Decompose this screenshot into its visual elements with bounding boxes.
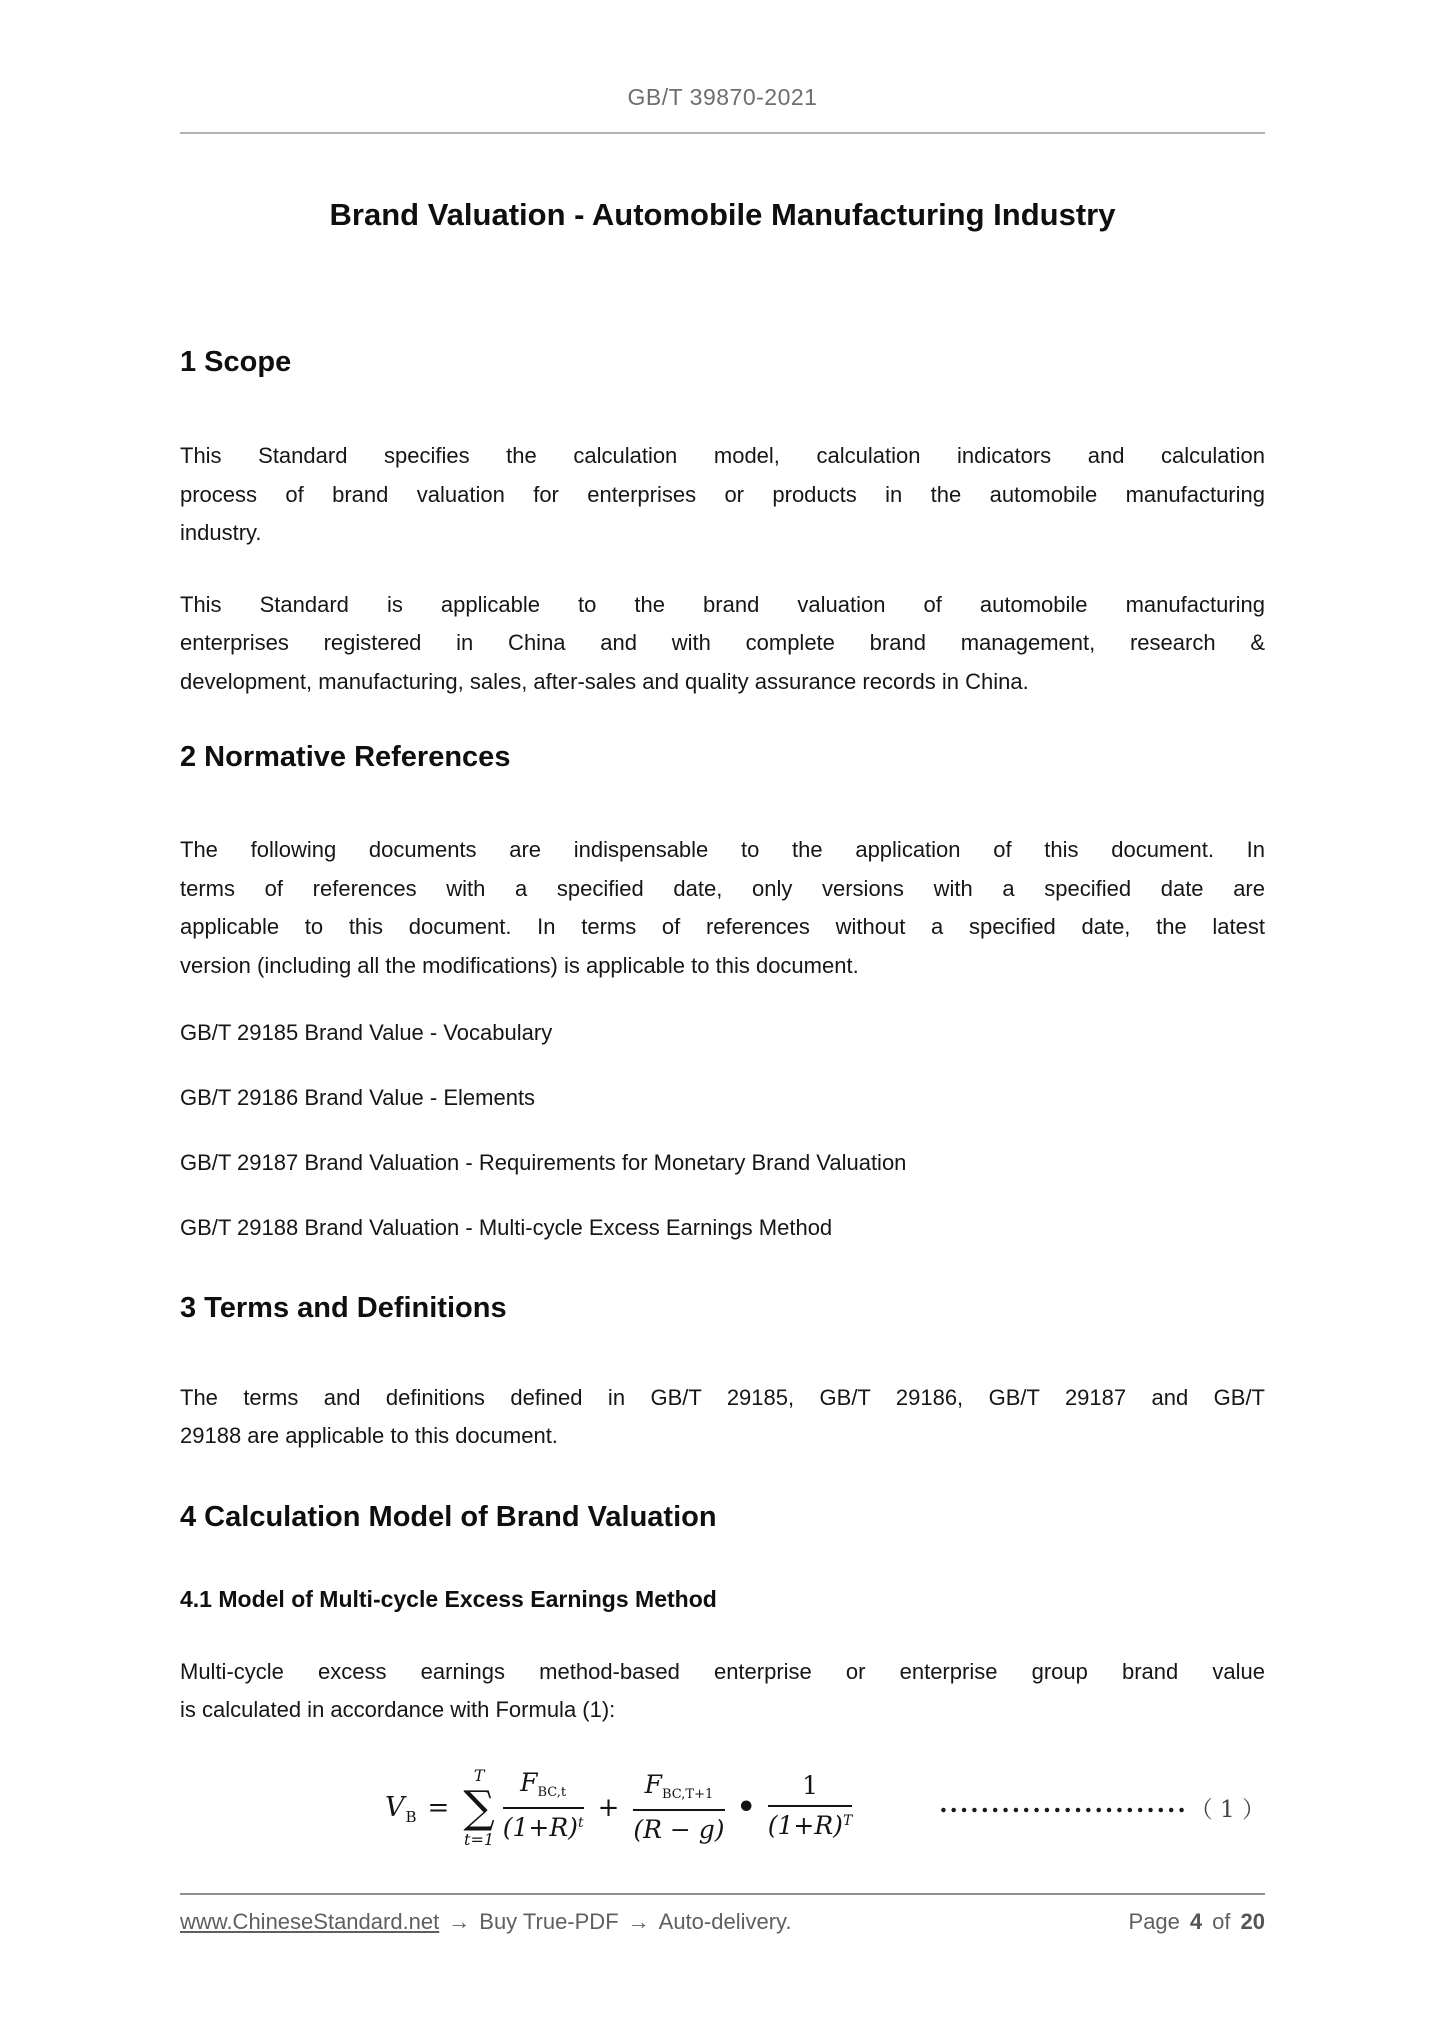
normative-intro-paragraph bbox=[180, 831, 1265, 985]
fraction-2-numerator bbox=[633, 1768, 724, 1811]
arrow-icon: → bbox=[627, 1909, 650, 1934]
text-line: This Standard specifies the calculation model, calculation indicators and calculation bbox=[180, 443, 1265, 468]
document-title: Brand Valuation - Automobile Manufacturing Industry bbox=[329, 197, 1116, 232]
fraction-3 bbox=[768, 1769, 853, 1847]
variable-vb: V bbox=[385, 1792, 405, 1823]
text-line: enterprises registered in China and with complete brand management, research & bbox=[180, 630, 1265, 655]
scope-paragraph-1 bbox=[180, 437, 1265, 553]
text-line: The following documents are indispensable to the application of this document. In bbox=[180, 837, 1265, 862]
footer-action-delivery: Auto-delivery. bbox=[658, 1909, 792, 1934]
page-word: Page bbox=[1128, 1909, 1180, 1934]
fraction-1-numerator bbox=[503, 1766, 584, 1809]
exponent-T: T bbox=[842, 1812, 853, 1829]
text-line: applicable to this document. In terms of references without a specified date, the latest bbox=[180, 914, 1265, 939]
subsection-heading-4-1: 4.1 Model of Multi-cycle Excess Earnings Method bbox=[180, 1585, 717, 1612]
summation-symbol bbox=[463, 1765, 495, 1849]
section-heading-calculation-model: 4 Calculation Model of Brand Valuation bbox=[180, 1500, 717, 1533]
multiplication-dot: • bbox=[736, 1790, 756, 1825]
fraction-3-denominator bbox=[768, 1807, 853, 1847]
sum-upper-limit: T bbox=[473, 1765, 485, 1785]
calculation-paragraph bbox=[180, 1653, 1265, 1730]
terms-paragraph bbox=[180, 1379, 1265, 1456]
text-line: development, manufacturing, sales, after-sales and quality assurance records in China. bbox=[180, 668, 1029, 694]
formula-1 bbox=[180, 1760, 1265, 1856]
text-line: process of brand valuation for enterprises or products in the automobile manufacturing bbox=[180, 481, 1265, 507]
denominator-expr: (R − g) bbox=[633, 1815, 725, 1844]
brand-value-equation bbox=[385, 1766, 854, 1849]
subscript-bct: BC,t bbox=[537, 1785, 567, 1800]
footer-source-line bbox=[180, 1909, 792, 1935]
text-line: version (including all the modifications) is applicable to this document. bbox=[180, 952, 859, 978]
equals-sign: = bbox=[427, 1792, 450, 1823]
of-word: of bbox=[1212, 1909, 1231, 1934]
fraction-2 bbox=[633, 1768, 724, 1847]
reference-item: GB/T 29188 Brand Valuation - Multi-cycle Excess Earnings Method bbox=[180, 1215, 833, 1240]
text-line: is calculated in accordance with Formula (1): bbox=[180, 1697, 616, 1722]
standard-number: GB/T 39870-2021 bbox=[627, 84, 818, 110]
footer-action-buy: Buy True-PDF bbox=[479, 1909, 619, 1934]
dot-leader: ........................ bbox=[939, 1789, 1188, 1818]
section-heading-terms: 3 Terms and Definitions bbox=[180, 1291, 507, 1324]
plus-sign: + bbox=[597, 1792, 620, 1823]
denominator-expr: (1+R) bbox=[767, 1810, 843, 1840]
variable-f: F bbox=[520, 1768, 538, 1797]
reference-item: GB/T 29185 Brand Value - Vocabulary bbox=[180, 1020, 553, 1045]
text-line: Multi-cycle excess earnings method-based enterprise or enterprise group brand value bbox=[180, 1658, 1265, 1684]
variable-f: F bbox=[644, 1770, 663, 1799]
section-heading-normative-references: 2 Normative References bbox=[180, 741, 511, 773]
sigma-icon: ∑ bbox=[463, 1781, 495, 1833]
text-line: This Standard is applicable to the brand valuation of automobile manufacturing bbox=[180, 591, 1265, 617]
current-page-number: 4 bbox=[1189, 1909, 1203, 1934]
formula-label-group bbox=[939, 1791, 1265, 1824]
page-indicator bbox=[1129, 1909, 1265, 1935]
scope-paragraph-2 bbox=[180, 586, 1265, 702]
header-divider bbox=[180, 132, 1265, 134]
reference-item: GB/T 29187 Brand Valuation - Requirements for Monetary Brand Valuation bbox=[180, 1150, 907, 1175]
reference-item: GB/T 29186 Brand Value - Elements bbox=[180, 1085, 536, 1110]
text-line: terms of references with a specified date, only versions with a specified date are bbox=[180, 875, 1265, 901]
text-line: The terms and definitions defined in GB/T 29185, GB/T 29186, GB/T 29187 and GB/T bbox=[180, 1384, 1265, 1410]
exponent-t: t bbox=[577, 1815, 584, 1831]
fraction-1 bbox=[503, 1766, 584, 1849]
text-line: industry. bbox=[180, 520, 262, 545]
subscript-bct1: BC,T+1 bbox=[662, 1787, 714, 1802]
text-line: 29188 are applicable to this document. bbox=[180, 1423, 558, 1448]
subscript-b: B bbox=[405, 1807, 417, 1826]
section-heading-scope: 1 Scope bbox=[180, 346, 292, 378]
website-link[interactable]: www.ChineseStandard.net bbox=[180, 1909, 440, 1934]
formula-number: （ 1 ） bbox=[1189, 1797, 1265, 1823]
arrow-icon: → bbox=[448, 1909, 471, 1934]
sum-lower-limit: t=1 bbox=[464, 1829, 495, 1849]
page-header bbox=[180, 0, 1265, 134]
fraction-3-numerator: 1 bbox=[768, 1769, 853, 1807]
denominator-expr: (1+R) bbox=[502, 1813, 578, 1842]
fraction-2-denominator bbox=[633, 1811, 724, 1847]
total-page-count: 20 bbox=[1240, 1909, 1265, 1934]
page-footer bbox=[180, 1893, 1265, 1935]
fraction-1-denominator bbox=[503, 1809, 584, 1849]
